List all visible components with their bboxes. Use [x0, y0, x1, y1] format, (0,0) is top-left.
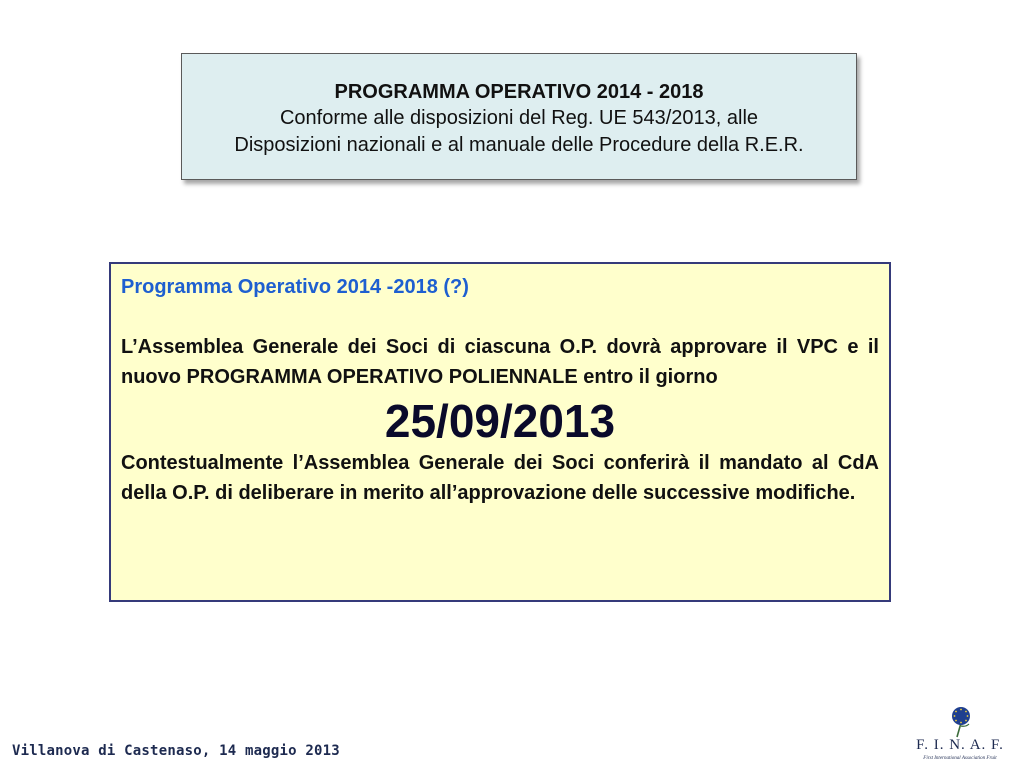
- main-subtitle: Programma Operativo 2014 -2018 (?): [121, 276, 469, 298]
- spacer: [121, 302, 879, 332]
- header-title: PROGRAMMA OPERATIVO 2014 - 2018: [334, 81, 704, 103]
- header-line-1: Conforme alle disposizioni del Reg. UE 543/2013, alle: [279, 107, 759, 129]
- paragraph-mandate: Contestualmente l’Assemblea Generale dei Soci conferirà il mandato al CdA della O.P. di deliberare in merito all’approvazione delle successive modifiche.: [121, 452, 879, 504]
- logo-tagline: First International Association Fruit: [923, 756, 997, 761]
- header-line-2: Disposizioni nazionali e al manuale delle Procedure della R.E.R.: [234, 134, 804, 156]
- header-box: [181, 53, 857, 180]
- main-content-box: [109, 262, 891, 602]
- footer-location-date: Villanova di Castenaso, 14 maggio 2013: [12, 743, 340, 759]
- deadline-date: 25/09/2013: [384, 395, 616, 447]
- paragraph-assembly: L’Assemblea Generale dei Soci di ciascuna O.P. dovrà approvare il VPC e il nuovo PROGRAMMA OPERATIVO POLIENNALE entro il giorno: [121, 336, 879, 388]
- globe-tree-icon: [946, 706, 976, 738]
- logo-name: F. I. N. A. F.: [916, 737, 1004, 753]
- finaf-logo: [898, 706, 1022, 768]
